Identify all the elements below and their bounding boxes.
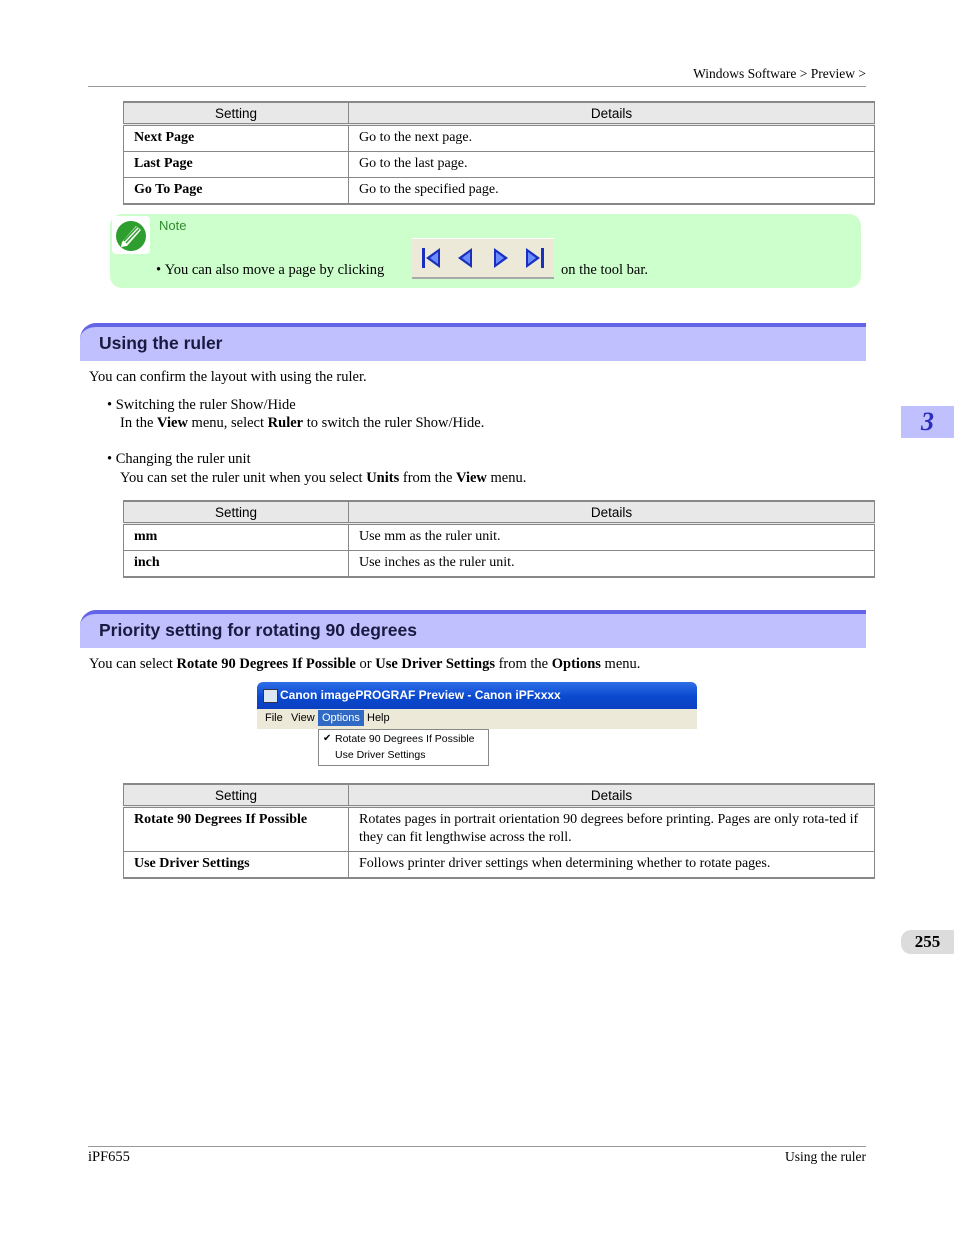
details-cell: Rotates pages in portrait orientation 90 degrees before printing. Pages are only rota-ted if they can fit lengthwise across the roll. (349, 807, 875, 852)
column-header-details: Details (349, 784, 875, 807)
details-cell: Use mm as the ruler unit. (349, 524, 875, 551)
details-cell: Go to the last page. (349, 152, 875, 178)
page-number: 255 (901, 930, 954, 954)
bullet-title: Switching the ruler Show/Hide (115, 397, 296, 413)
setting-cell: Rotate 90 Degrees If Possible (124, 807, 349, 852)
note-label: Note (159, 218, 187, 233)
menu-name: View (157, 415, 188, 431)
section-title: Priority setting for rotating 90 degrees (99, 620, 417, 640)
details-cell: Follows printer driver settings when determining whether to rotate pages. (349, 852, 875, 879)
section-title: Using the ruler (99, 333, 223, 353)
page-navigation-table (123, 101, 875, 205)
text-fragment: menu, select (187, 415, 268, 431)
setting-cell: mm (124, 524, 349, 551)
options-dropdown (318, 729, 489, 766)
column-header-details: Details (349, 102, 875, 125)
section-heading (80, 323, 866, 361)
last-page-icon[interactable] (526, 248, 544, 268)
checkmark-icon: ✔ (323, 733, 332, 744)
menu-item-name: Ruler (267, 415, 304, 431)
header-divider (88, 86, 866, 87)
table-row (124, 125, 875, 152)
column-header-details: Details (349, 501, 875, 524)
footer-divider (88, 1146, 866, 1147)
menu-item-use-driver-settings[interactable]: Use Driver Settings (335, 749, 426, 761)
footer-section: Using the ruler (785, 1149, 866, 1164)
bullet-marker: • (107, 451, 116, 467)
menu-view[interactable]: View (291, 712, 315, 724)
window-title: Canon imagePROGRAF Preview - Canon iPFxxxx (280, 688, 561, 702)
text-fragment: from the (399, 470, 457, 486)
text-fragment: You can select (89, 656, 177, 672)
bullet-item (107, 451, 251, 468)
table-row (124, 178, 875, 205)
bullet-item (107, 397, 296, 414)
menu-name: View (456, 470, 487, 486)
menu-item-rotate-90[interactable]: Rotate 90 Degrees If Possible (335, 733, 475, 745)
footer-model: iPF655 (88, 1149, 130, 1165)
menu-help[interactable]: Help (367, 712, 390, 724)
note-pencil-icon (112, 216, 150, 254)
previous-page-icon[interactable] (458, 248, 472, 268)
column-header-setting: Setting (124, 784, 349, 807)
details-cell: Go to the next page. (349, 125, 875, 152)
text-fragment: or (355, 656, 376, 672)
options-menu-screenshot (257, 682, 697, 765)
details-cell: Use inches as the ruler unit. (349, 551, 875, 578)
setting-cell: Go To Page (124, 178, 349, 205)
bullet-marker: • (156, 262, 165, 278)
text-fragment: In the (120, 415, 158, 431)
menu-bar (257, 709, 697, 729)
chapter-tab: 3 (901, 406, 954, 438)
option-name: Rotate 90 Degrees If Possible (176, 656, 356, 672)
text-fragment: menu. (486, 470, 527, 486)
bullet-description (120, 415, 484, 432)
table-row (124, 152, 875, 178)
section-intro (89, 656, 640, 673)
setting-cell: inch (124, 551, 349, 578)
table-row (124, 852, 875, 879)
note-text (156, 262, 384, 279)
menu-options[interactable]: Options (318, 710, 364, 726)
table-row (124, 551, 875, 578)
column-header-setting: Setting (124, 501, 349, 524)
bullet-title: Changing the ruler unit (115, 451, 251, 467)
column-header-setting: Setting (124, 102, 349, 125)
text-fragment: menu. (600, 656, 641, 672)
note-text-after: on the tool bar. (561, 262, 648, 278)
page-navigation-toolbar (412, 238, 554, 279)
note-text-before: You can also move a page by clicking (164, 262, 385, 278)
first-page-icon[interactable] (422, 248, 440, 268)
section-intro: You can confirm the layout with using the ruler. (89, 369, 367, 385)
menu-name: Options (551, 656, 601, 672)
breadcrumb: Windows Software > Preview > (693, 66, 866, 81)
bullet-marker: • (107, 397, 116, 413)
menu-file[interactable]: File (265, 712, 283, 724)
ruler-unit-table (123, 500, 875, 578)
setting-cell: Next Page (124, 125, 349, 152)
setting-cell: Use Driver Settings (124, 852, 349, 879)
text-fragment: from the (494, 656, 552, 672)
setting-cell: Last Page (124, 152, 349, 178)
section-heading (80, 610, 866, 648)
table-row (124, 524, 875, 551)
rotation-settings-table (123, 783, 875, 879)
window-titlebar (257, 682, 697, 709)
bullet-description (120, 470, 526, 487)
details-cell: Go to the specified page. (349, 178, 875, 205)
text-fragment: to switch the ruler Show/Hide. (303, 415, 485, 431)
table-row (124, 807, 875, 852)
menu-item-name: Units (366, 470, 400, 486)
app-icon (263, 689, 278, 703)
text-fragment: You can set the ruler unit when you select (120, 470, 367, 486)
next-page-icon[interactable] (494, 248, 508, 268)
option-name: Use Driver Settings (375, 656, 495, 672)
